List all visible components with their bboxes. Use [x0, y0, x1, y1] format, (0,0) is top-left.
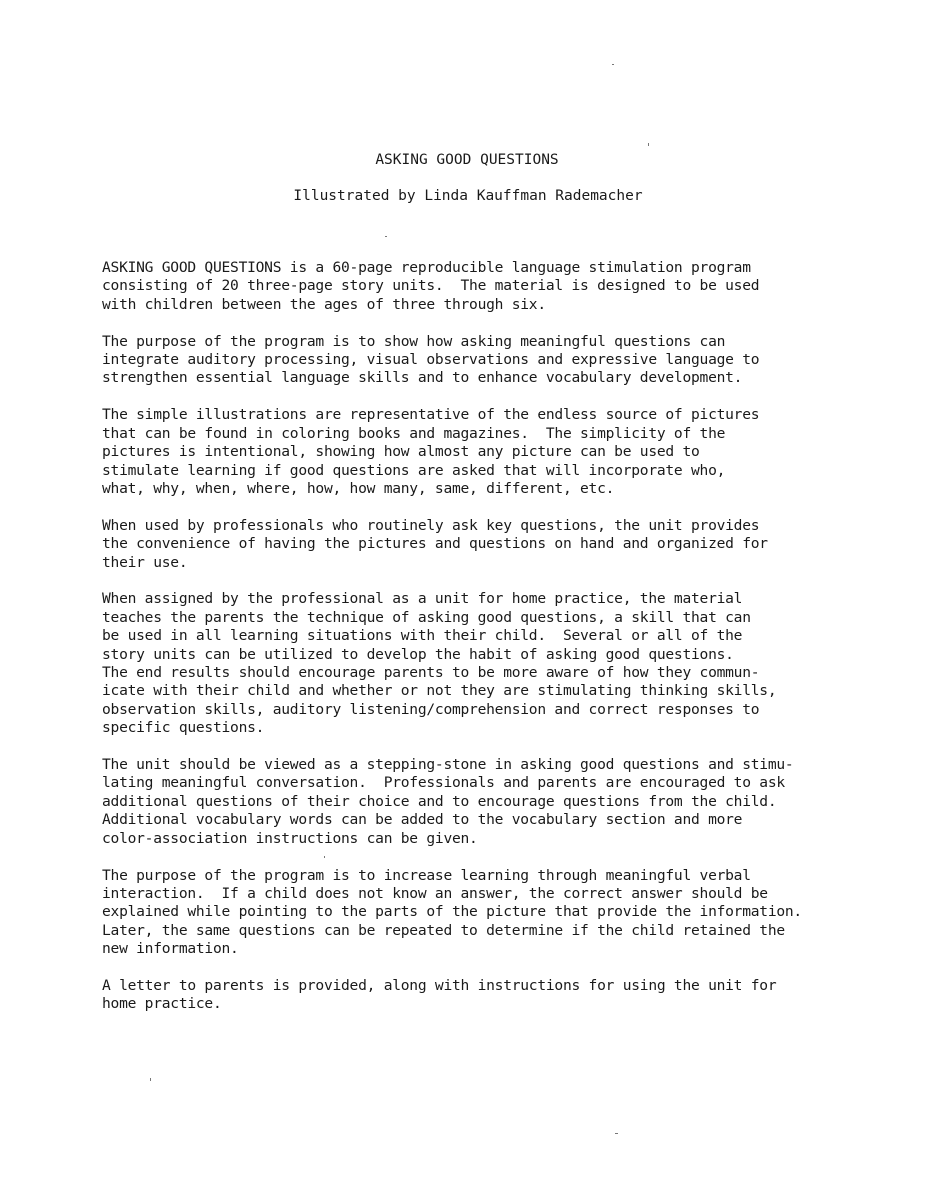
text-line: that can be found in coloring books and magazines. The simplicity of the: [102, 424, 726, 442]
paragraph-purpose: [102, 333, 882, 388]
text-line: with children between the ages of three through six.: [102, 295, 546, 313]
text-line: The end results should encourage parents to be more aware of how they commun-: [102, 664, 760, 682]
document-title: ASKING GOOD QUESTIONS: [375, 152, 559, 168]
text-line: explained while pointing to the parts of the picture that provide the information.: [102, 903, 802, 921]
scan-speck: [648, 143, 649, 146]
text-line: new information.: [102, 940, 239, 958]
text-line: Later, the same questions can be repeated to determine if the child retained the: [102, 921, 785, 939]
scan-speck: [612, 64, 614, 65]
paragraph-increase-learning: [102, 867, 882, 959]
paragraph-professionals: [102, 517, 882, 572]
text-line: specific questions.: [102, 719, 265, 737]
text-line: The simple illustrations are representative of the endless source of pictures: [102, 406, 760, 424]
document-subtitle: Illustrated by Linda Kauffman Rademacher: [293, 188, 643, 204]
text-line: The purpose of the program is to increase learning through meaningful verbal: [102, 866, 751, 884]
text-line: teaches the parents the technique of asking good questions, a skill that can: [102, 608, 751, 626]
paragraph-intro: [102, 259, 882, 314]
text-line: integrate auditory processing, visual observations and expressive language to: [102, 351, 760, 369]
document-body: [102, 259, 882, 1032]
paragraph-stepping-stone: [102, 756, 882, 848]
text-line: additional questions of their choice and to encourage questions from the child.: [102, 792, 777, 810]
text-line: observation skills, auditory listening/comprehension and correct responses to: [102, 700, 760, 718]
paragraph-parent-letter: [102, 977, 882, 1014]
text-line: stimulate learning if good questions are asked that will incorporate who,: [102, 461, 726, 479]
text-line: what, why, when, where, how, how many, same, different, etc.: [102, 479, 615, 497]
text-line: the convenience of having the pictures and questions on hand and organized for: [102, 535, 768, 553]
paragraph-home-practice: [102, 590, 882, 737]
text-line: When used by professionals who routinely ask key questions, the unit provides: [102, 516, 760, 534]
text-line: Additional vocabulary words can be added to the vocabulary section and more: [102, 811, 743, 829]
text-line: ASKING GOOD QUESTIONS is a 60-page reproducible language stimulation program: [102, 259, 751, 276]
text-line: A letter to parents is provided, along with instructions for using the unit for: [102, 977, 777, 994]
text-line: When assigned by the professional as a unit for home practice, the material: [102, 590, 743, 608]
text-line: consisting of 20 three-page story units. The material is designed to be used: [102, 277, 760, 295]
text-line: lating meaningful conversation. Professionals and parents are encouraged to ask: [102, 774, 785, 792]
text-line: pictures is intentional, showing how almost any picture can be used to: [102, 443, 700, 461]
text-line: The purpose of the program is to show how asking meaningful questions can: [102, 332, 726, 350]
text-line: their use.: [102, 553, 188, 571]
text-line: interaction. If a child does not know an answer, the correct answer should be: [102, 884, 768, 902]
text-line: icate with their child and whether or not they are stimulating thinking skills,: [102, 682, 777, 700]
text-line: home practice.: [102, 995, 222, 1013]
scan-speck: [150, 1078, 151, 1081]
text-line: The unit should be viewed as a stepping-stone in asking good questions and stimu-: [102, 756, 794, 774]
scan-speck: [385, 236, 387, 237]
scan-speck: [324, 856, 325, 858]
text-line: story units can be utilized to develop the habit of asking good questions.: [102, 645, 734, 663]
paragraph-illustrations: [102, 406, 882, 498]
text-line: color-association instructions can be given.: [102, 829, 478, 847]
text-line: be used in all learning situations with their child. Several or all of the: [102, 627, 743, 645]
text-line: strengthen essential language skills and to enhance vocabulary development.: [102, 369, 743, 387]
scan-speck: [615, 1133, 618, 1134]
